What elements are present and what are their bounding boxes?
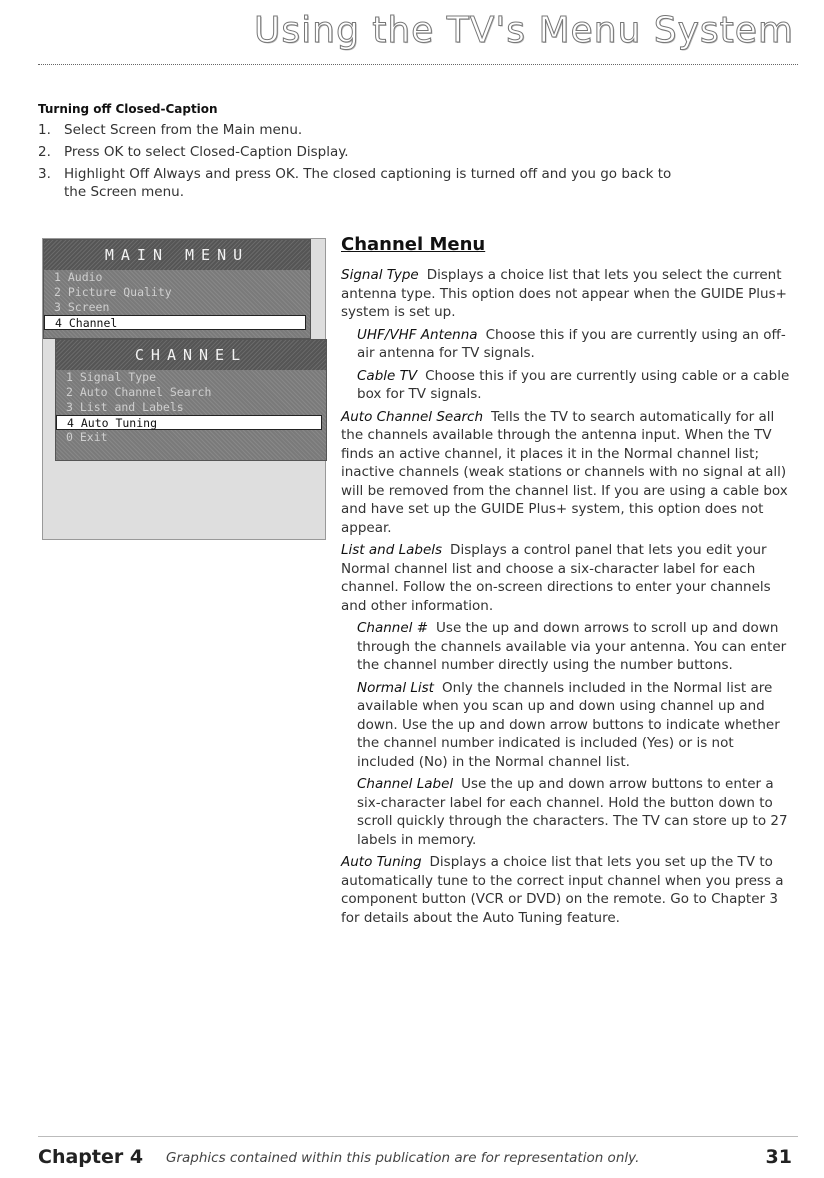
- step-text: Press OK to select Closed-Caption Display.: [64, 144, 349, 160]
- definition-term: Auto Channel Search: [341, 408, 484, 425]
- channel-menu-item: 2 Auto Channel Search: [66, 385, 212, 399]
- definition-text: Choose this if you are currently using an off-air antenna for TV signals.: [357, 326, 786, 361]
- definition-entry: [357, 679, 795, 772]
- definition-term: Channel #: [357, 620, 429, 636]
- definition-entry: [357, 367, 795, 404]
- definition-text: Only the channels included in the Normal list are available when you scan up and down using channel up and down. Use the up and down arrow buttons to indicate whether the channel number indicated is included (Yes) or is not included (No) in the Normal channel list.: [357, 679, 780, 770]
- definition-entry: [357, 326, 795, 363]
- step-text: Highlight Off Always and press OK. The closed captioning is turned off and you go back to the Screen menu.: [64, 166, 672, 200]
- channel-menu-section: [341, 234, 795, 931]
- definition-term: List and Labels: [341, 542, 443, 558]
- step-number: 1.: [38, 122, 51, 138]
- main-menu-title: MAIN MENU: [44, 240, 310, 270]
- step-item: [38, 165, 678, 201]
- channel-menu-title: CHANNEL: [56, 340, 326, 370]
- step-item: [38, 121, 678, 139]
- page-header-title: Using the TV's Menu System: [254, 10, 794, 51]
- tv-menu-illustration: [42, 238, 326, 540]
- definition-text: Displays a control panel that lets you edit your Normal channel list and choose a six-character label for each channel. Follow the on-screen directions to enter your channels and other information.: [341, 542, 771, 614]
- footer-divider: [38, 1136, 798, 1137]
- channel-menu-screen: [55, 339, 327, 461]
- footer-note: Graphics contained within this publication are for representation only.: [166, 1150, 640, 1166]
- main-menu-item-selected: 4 Channel: [44, 315, 306, 330]
- step-item: [38, 143, 678, 161]
- definition-entry: [357, 619, 795, 675]
- definition-term: Cable TV: [357, 367, 418, 384]
- footer-chapter: Chapter 4: [38, 1146, 144, 1168]
- step-text: Select Screen from the Main menu.: [64, 122, 303, 138]
- channel-menu-heading: Channel Menu: [341, 234, 486, 255]
- channel-menu-item-selected: 4 Auto Tuning: [56, 415, 322, 430]
- main-menu-item: 3 Screen: [54, 300, 110, 314]
- definition-entry: [341, 408, 795, 538]
- definition-term: UHF/VHF Antenna: [357, 326, 478, 343]
- definition-entry: [341, 853, 795, 927]
- main-menu-screen: [43, 239, 311, 339]
- closed-caption-section: [38, 102, 678, 205]
- channel-menu-item: 1 Signal Type: [66, 370, 157, 384]
- header-divider: [38, 64, 798, 65]
- definition-text: Tells the TV to search automatically for all the channels available through the antenna input. When the TV finds an active channel, it places it in the Normal channel list; inactive channels (weak stations or channels with no signal at all) will be removed from the channel list. If you are using a cable box and have set up the GUIDE Plus+ system, this option does not appear.: [341, 408, 788, 536]
- definition-term: Auto Tuning: [341, 854, 422, 870]
- main-menu-item: 1 Audio: [54, 270, 103, 284]
- definition-text: Use the up and down arrow buttons to enter a six-character label for each channel. Hold the button down to scroll quickly through the characters. The TV can store up to 27 labels in memory.: [357, 776, 788, 848]
- closed-caption-steps: [38, 121, 678, 201]
- definition-text: Use the up and down arrows to scroll up and down through the channels available via your antenna. You can enter the channel number directly using the number buttons.: [357, 620, 787, 673]
- closed-caption-heading: Turning off Closed-Caption: [38, 102, 218, 116]
- definition-text: Displays a choice list that lets you select the current antenna type. This option does not appear when the GUIDE Plus+ system is set up.: [341, 267, 787, 320]
- definition-entry: [341, 266, 795, 322]
- page-number: 31: [765, 1146, 792, 1168]
- channel-menu-item: 3 List and Labels: [66, 400, 184, 414]
- step-number: 2.: [38, 144, 51, 160]
- step-number: 3.: [38, 166, 51, 182]
- definition-text: Choose this if you are currently using cable or a cable box for TV signals.: [357, 367, 790, 402]
- definition-entry: [341, 541, 795, 615]
- definition-text: Displays a choice list that lets you set up the TV to automatically tune to the correct input channel when you press a component button (VCR or DVD) on the remote. Go to Chapter 3 for details about the Auto Tuning feature.: [341, 854, 784, 926]
- main-menu-item: 2 Picture Quality: [54, 285, 172, 299]
- definition-term: Signal Type: [341, 267, 419, 283]
- channel-menu-item: 0 Exit: [66, 430, 108, 444]
- definition-term: Channel Label: [357, 776, 454, 792]
- definition-term: Normal List: [357, 679, 434, 696]
- definition-entry: [357, 775, 795, 849]
